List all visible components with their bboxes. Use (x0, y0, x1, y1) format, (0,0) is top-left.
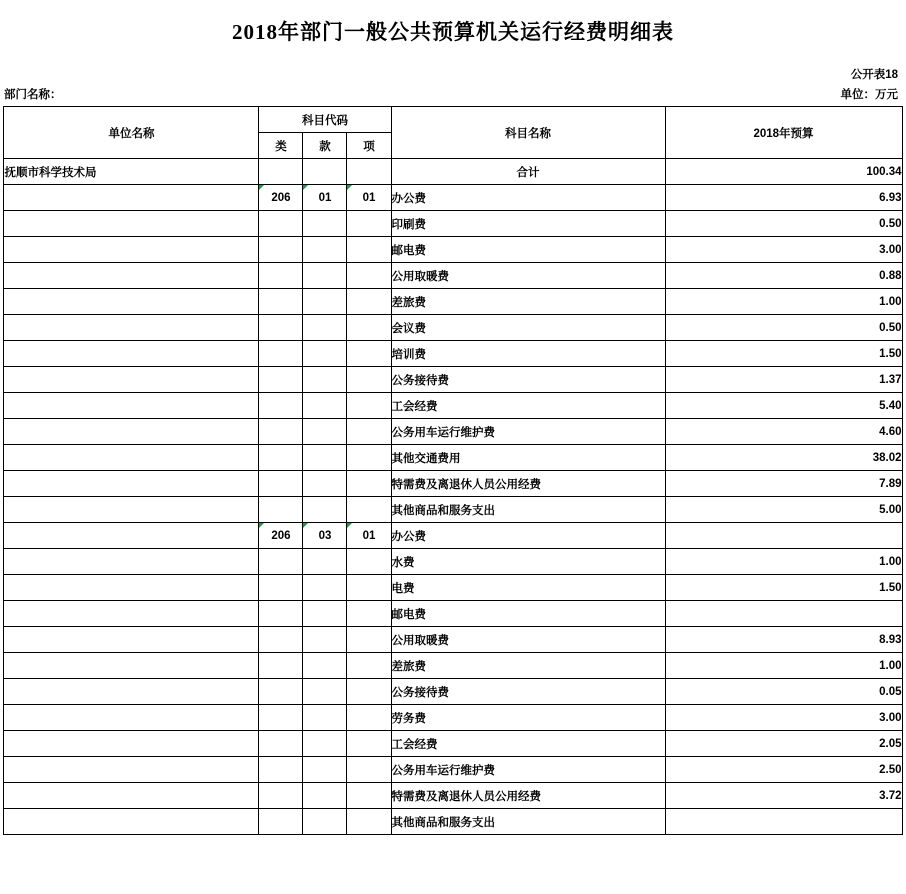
table-row (4, 549, 902, 575)
cell-lei: 206 (259, 185, 303, 211)
table-row-total (4, 159, 902, 185)
header-budget-2018: 2018年预算 (665, 107, 902, 159)
cell-amount: 6.93 (665, 185, 902, 211)
table-header (4, 107, 902, 159)
cell-xiang (347, 757, 391, 783)
cell-subject_name: 公务接待费 (391, 367, 665, 393)
cell-lei (259, 575, 303, 601)
cell-lei (259, 679, 303, 705)
cell-kuan (303, 159, 347, 185)
cell-lei (259, 341, 303, 367)
table-row (4, 705, 902, 731)
cell-kuan (303, 705, 347, 731)
cell-lei (259, 601, 303, 627)
cell-xiang (347, 289, 391, 315)
cell-lei (259, 445, 303, 471)
cell-subject_name: 其他交通费用 (391, 445, 665, 471)
cell-xiang (347, 809, 391, 835)
cell-unit_name (4, 757, 259, 783)
cell-lei (259, 159, 303, 185)
cell-amount: 2.05 (665, 731, 902, 757)
cell-amount: 1.37 (665, 367, 902, 393)
cell-unit_name (4, 575, 259, 601)
cell-xiang: 01 (347, 523, 391, 549)
cell-kuan (303, 393, 347, 419)
cell-kuan (303, 601, 347, 627)
cell-subject_name: 工会经费 (391, 393, 665, 419)
cell-amount: 38.02 (665, 445, 902, 471)
table-body (4, 159, 902, 835)
cell-amount: 0.88 (665, 263, 902, 289)
cell-unit_name (4, 679, 259, 705)
table-row (4, 523, 902, 549)
cell-xiang (347, 549, 391, 575)
cell-kuan (303, 549, 347, 575)
cell-amount: 1.00 (665, 549, 902, 575)
cell-amount: 0.50 (665, 315, 902, 341)
header-lei: 类 (259, 133, 303, 159)
cell-xiang (347, 497, 391, 523)
cell-amount: 7.89 (665, 471, 902, 497)
cell-kuan (303, 445, 347, 471)
cell-subject_name: 特需费及离退休人员公用经费 (391, 783, 665, 809)
cell-kuan: 01 (303, 185, 347, 211)
cell-kuan (303, 757, 347, 783)
cell-amount: 3.00 (665, 237, 902, 263)
cell-unit_name (4, 731, 259, 757)
table-row (4, 653, 902, 679)
cell-amount: 0.50 (665, 211, 902, 237)
meta-row (0, 86, 906, 102)
unit-label: 单位：万元 (840, 89, 898, 101)
cell-unit_name (4, 549, 259, 575)
cell-lei (259, 809, 303, 835)
cell-unit_name (4, 289, 259, 315)
cell-kuan (303, 289, 347, 315)
cell-lei (259, 419, 303, 445)
cell-unit_name (4, 809, 259, 835)
cell-xiang (347, 731, 391, 757)
cell-subject_name: 差旅费 (391, 289, 665, 315)
cell-amount (665, 523, 902, 549)
table-row (4, 237, 902, 263)
cell-kuan (303, 575, 347, 601)
cell-amount: 1.50 (665, 575, 902, 601)
cell-kuan (303, 237, 347, 263)
cell-subject_name: 公务接待费 (391, 679, 665, 705)
table-row (4, 419, 902, 445)
cell-subject_name: 邮电费 (391, 601, 665, 627)
cell-unit_name (4, 185, 259, 211)
cell-unit_name (4, 367, 259, 393)
cell-lei (259, 653, 303, 679)
cell-subject_name: 会议费 (391, 315, 665, 341)
cell-unit_name (4, 263, 259, 289)
cell-lei (259, 731, 303, 757)
cell-amount: 0.05 (665, 679, 902, 705)
cell-amount: 1.50 (665, 341, 902, 367)
cell-lei (259, 757, 303, 783)
table-row (4, 497, 902, 523)
cell-amount: 3.00 (665, 705, 902, 731)
cell-kuan (303, 419, 347, 445)
cell-lei (259, 263, 303, 289)
cell-kuan (303, 263, 347, 289)
cell-lei (259, 497, 303, 523)
table-row (4, 731, 902, 757)
cell-lei: 206 (259, 523, 303, 549)
cell-lei (259, 471, 303, 497)
cell-xiang (347, 705, 391, 731)
cell-amount: 5.00 (665, 497, 902, 523)
cell-unit_name (4, 445, 259, 471)
cell-unit_name (4, 653, 259, 679)
cell-subject_name: 印刷费 (391, 211, 665, 237)
cell-kuan (303, 497, 347, 523)
cell-amount: 4.60 (665, 419, 902, 445)
cell-xiang: 01 (347, 185, 391, 211)
cell-amount: 5.40 (665, 393, 902, 419)
cell-kuan (303, 471, 347, 497)
cell-lei (259, 627, 303, 653)
header-subject-name: 科目名称 (391, 107, 665, 159)
cell-lei (259, 211, 303, 237)
cell-unit_name (4, 497, 259, 523)
cell-amount: 8.93 (665, 627, 902, 653)
cell-unit_name (4, 419, 259, 445)
table-label: 公开表18 (850, 69, 898, 81)
cell-kuan (303, 731, 347, 757)
table-row (4, 393, 902, 419)
cell-lei (259, 549, 303, 575)
cell-xiang (347, 263, 391, 289)
cell-amount (665, 601, 902, 627)
cell-unit_name (4, 601, 259, 627)
cell-amount: 100.34 (665, 159, 902, 185)
cell-lei (259, 705, 303, 731)
table-row (4, 679, 902, 705)
cell-subject_name: 特需费及离退休人员公用经费 (391, 471, 665, 497)
cell-xiang (347, 341, 391, 367)
table-row (4, 575, 902, 601)
table-row (4, 185, 902, 211)
cell-kuan (303, 809, 347, 835)
table-row (4, 211, 902, 237)
cell-subject_name: 办公费 (391, 523, 665, 549)
cell-kuan (303, 627, 347, 653)
cell-unit_name (4, 783, 259, 809)
cell-subject_name: 邮电费 (391, 237, 665, 263)
table-row (4, 263, 902, 289)
cell-unit_name (4, 341, 259, 367)
cell-unit_name (4, 237, 259, 263)
cell-subject_name: 公务用车运行维护费 (391, 757, 665, 783)
cell-subject_name: 公用取暖费 (391, 263, 665, 289)
cell-lei (259, 237, 303, 263)
table-row (4, 757, 902, 783)
cell-kuan (303, 783, 347, 809)
cell-subject_name: 水费 (391, 549, 665, 575)
cell-xiang (347, 679, 391, 705)
cell-xiang (347, 211, 391, 237)
header-xiang: 项 (347, 133, 391, 159)
cell-kuan (303, 211, 347, 237)
cell-xiang (347, 315, 391, 341)
cell-subject_name: 公用取暖费 (391, 627, 665, 653)
cell-xiang (347, 419, 391, 445)
header-unit-name: 单位名称 (4, 107, 259, 159)
cell-amount: 1.00 (665, 653, 902, 679)
cell-xiang (347, 653, 391, 679)
cell-xiang (347, 367, 391, 393)
cell-xiang (347, 575, 391, 601)
cell-lei (259, 315, 303, 341)
cell-xiang (347, 783, 391, 809)
cell-subject-name: 合计 (391, 159, 665, 185)
table-row (4, 627, 902, 653)
cell-kuan (303, 679, 347, 705)
department-label: 部门名称： (4, 89, 62, 101)
table-row (4, 783, 902, 809)
cell-xiang (347, 159, 391, 185)
cell-subject_name: 公务用车运行维护费 (391, 419, 665, 445)
cell-unit_name (4, 471, 259, 497)
cell-kuan: 03 (303, 523, 347, 549)
table-row (4, 471, 902, 497)
cell-xiang (347, 237, 391, 263)
cell-subject_name: 差旅费 (391, 653, 665, 679)
cell-amount: 3.72 (665, 783, 902, 809)
cell-subject_name: 工会经费 (391, 731, 665, 757)
table-row (4, 341, 902, 367)
cell-kuan (303, 315, 347, 341)
cell-unit-name: 抚顺市科学技术局 (4, 159, 259, 185)
cell-amount (665, 809, 902, 835)
table-row (4, 445, 902, 471)
table-row (4, 315, 902, 341)
cell-subject_name: 培训费 (391, 341, 665, 367)
cell-amount: 1.00 (665, 289, 902, 315)
header-subject-code: 科目代码 (259, 107, 391, 133)
cell-kuan (303, 367, 347, 393)
cell-xiang (347, 471, 391, 497)
cell-subject_name: 劳务费 (391, 705, 665, 731)
table-row (4, 289, 902, 315)
page-title: 2018年部门一般公共预算机关运行经费明细表 (232, 20, 674, 44)
cell-unit_name (4, 705, 259, 731)
budget-table (3, 106, 902, 835)
cell-lei (259, 289, 303, 315)
header-kuan: 款 (303, 133, 347, 159)
table-row (4, 809, 902, 835)
cell-kuan (303, 653, 347, 679)
cell-subject_name: 其他商品和服务支出 (391, 497, 665, 523)
cell-unit_name (4, 523, 259, 549)
cell-lei (259, 783, 303, 809)
cell-xiang (347, 393, 391, 419)
cell-xiang (347, 601, 391, 627)
cell-lei (259, 367, 303, 393)
table-row (4, 367, 902, 393)
cell-amount: 2.50 (665, 757, 902, 783)
cell-unit_name (4, 393, 259, 419)
cell-subject_name: 其他商品和服务支出 (391, 809, 665, 835)
table-row (4, 601, 902, 627)
cell-unit_name (4, 315, 259, 341)
cell-lei (259, 393, 303, 419)
cell-xiang (347, 627, 391, 653)
cell-subject_name: 办公费 (391, 185, 665, 211)
cell-unit_name (4, 211, 259, 237)
cell-subject_name: 电费 (391, 575, 665, 601)
cell-xiang (347, 445, 391, 471)
cell-kuan (303, 341, 347, 367)
cell-unit_name (4, 627, 259, 653)
